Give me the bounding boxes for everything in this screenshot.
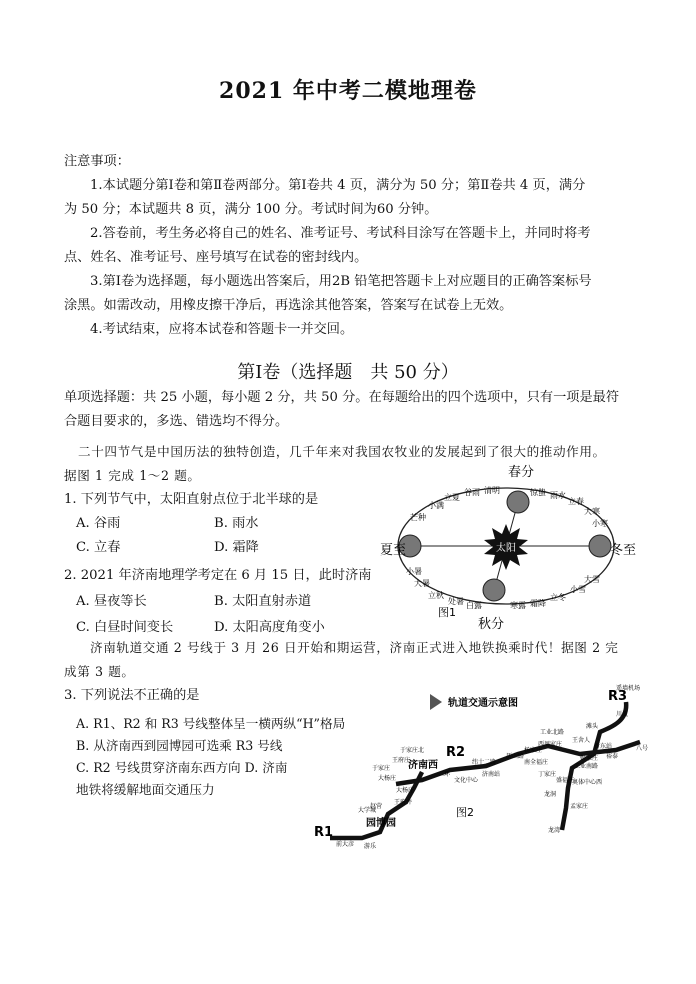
term: 立秋	[428, 591, 444, 600]
station: 历山路	[506, 753, 525, 760]
notice-line: 2.答卷前，考生务必将自己的姓名、准考证号、考试科目涂写在答题卡上，并同时将考	[90, 226, 591, 241]
figure-2-metro-map	[310, 684, 650, 850]
question-stem: 3. 下列说法不正确的是	[64, 688, 200, 703]
sun-label: 太阳	[496, 543, 516, 554]
term-dongzhi: 冬至	[610, 543, 637, 558]
option: D. 霜降	[214, 540, 259, 555]
figure-caption: 图1	[438, 606, 456, 619]
term: 立春	[568, 497, 584, 506]
option: D. 太阳高度角变小	[214, 620, 325, 635]
term-xiazhi: 夏至	[380, 543, 407, 558]
term: 立冬	[550, 593, 566, 602]
term: 大暑	[414, 579, 430, 588]
notice-line: 3.第Ⅰ卷为选择题，每小题选出答案后，用2B 铅笔把答题卡上对应题目的正确答案标号	[90, 274, 592, 289]
station: 王府庄	[392, 757, 411, 764]
line-label-r2: R2	[446, 745, 466, 760]
earth-chunfen-icon	[507, 491, 529, 513]
option: A. 昼夜等长	[76, 594, 147, 609]
page-title: 2021 年中考二模地理卷	[219, 78, 477, 104]
notice-line: 点、姓名、准考证号、座号填写在试卷的密封线内。	[64, 250, 368, 265]
term: 大雪	[584, 575, 600, 584]
station: 工业南路	[574, 763, 599, 770]
option: B. 太阳直射赤道	[214, 594, 312, 609]
header-arrow-icon	[430, 694, 442, 710]
station: 济南站	[482, 771, 501, 778]
question-stem: 1. 下列节气中，太阳直射点位于北半球的是	[64, 492, 319, 507]
term: 惊蛰	[530, 488, 546, 497]
station: 于家庄	[372, 765, 391, 772]
station: 大杨庄	[378, 775, 397, 782]
figure-1-solar-terms	[378, 462, 640, 634]
station-yuanboyuan: 园博园	[366, 818, 396, 829]
station: 工业北路	[540, 729, 565, 736]
intro-line: 据图 1 完成 1～2 题。	[64, 468, 201, 483]
option: A. 谷雨	[76, 516, 121, 531]
station: 滩头	[586, 723, 599, 730]
notice-heading: 注意事项：	[64, 154, 130, 169]
station: 纬十二路	[472, 759, 497, 766]
term: 小寒	[592, 519, 608, 528]
station: 姬家庄	[580, 755, 599, 762]
station: 川流	[616, 711, 629, 718]
station: 遥墙机场	[616, 685, 641, 692]
term: 处暑	[448, 597, 464, 606]
station: 赵营	[370, 803, 383, 810]
intro-line: 济南轨道交通 2 号线于 3 月 26 日开始和期运营，济南正式进入地铁换乘时代！据图 2 完	[90, 640, 619, 655]
station: 丁家庄	[538, 771, 557, 778]
term: 谷雨	[464, 488, 480, 497]
station: 孟家庄	[570, 803, 589, 810]
figure-caption: 图2	[456, 806, 474, 819]
line-label-r1: R1	[314, 825, 334, 840]
station: 王府井	[394, 799, 413, 806]
term: 立夏	[444, 493, 460, 502]
station: 龙洞	[544, 791, 557, 798]
option: C. 立春	[76, 540, 121, 555]
section-title: 第Ⅰ卷（选择题 共 50 分）	[237, 362, 459, 383]
station: 游乐	[364, 843, 377, 850]
term: 雨水	[550, 491, 566, 500]
station: 南全福庄	[524, 759, 549, 766]
option: C. R2 号线贯穿济南东西方向 D. 济南	[76, 760, 288, 775]
option: C. 白昼时间变长	[76, 620, 174, 635]
notice-line: 涂黑。如需改动，用橡皮擦干净后，再选涂其他答案，答案写在试卷上无效。	[64, 298, 513, 313]
station: 杨家庄	[524, 747, 543, 754]
intro-line: 二十四节气是中国历法的独特创造，几千年来对我国农牧业的发展起到了很大的推动作用。	[78, 444, 606, 459]
station: 大学城	[358, 807, 377, 814]
term-qiufen: 秋分	[478, 617, 505, 632]
instruction-line: 合题目要求的，多选、错选均不得分。	[64, 414, 289, 429]
station: 八号	[636, 745, 649, 752]
term: 小满	[428, 501, 444, 510]
station: 裕泰	[606, 753, 619, 760]
option: B. 雨水	[214, 516, 259, 531]
station: 龙湾	[548, 827, 561, 834]
term: 芒种	[410, 513, 426, 522]
option: A. R1、R2 和 R3 号线整体呈一横两纵“H”格局	[76, 716, 346, 731]
map-header: 轨道交通示意图	[448, 698, 518, 709]
term: 寒露	[510, 601, 526, 610]
station: 西周家庄	[538, 741, 563, 748]
notice-line: 为 50 分；本试题共 8 页，满分 100 分。考试时间为60 分钟。	[64, 202, 438, 217]
instruction-line: 单项选择题：共 25 小题，每小题 2 分，共 50 分。在每题给出的四个选项中，只有一项是最符	[64, 390, 620, 405]
station: 王舍人	[572, 737, 591, 744]
earth-dongzhi-icon	[589, 535, 611, 557]
question-stem: 2. 2021 年济南地理学考定在 6 月 15 日，此时济南	[64, 568, 372, 583]
option: 地铁将缓解地面交通压力	[76, 782, 215, 797]
term: 小暑	[406, 567, 422, 576]
notice-line: 4.考试结束，应将本试卷和答题卡一并交回。	[90, 322, 354, 337]
term: 小雪	[570, 585, 586, 594]
term: 霜降	[530, 599, 546, 608]
station: 前大彦	[336, 841, 355, 848]
term: 清明	[484, 486, 500, 495]
term: 白露	[466, 601, 482, 610]
line-label-r3: R3	[608, 689, 628, 704]
notice-line: 1.本试题分第Ⅰ卷和第Ⅱ卷两部分。第Ⅰ卷共 4 页，满分为 50 分；第Ⅱ卷共 4 页，满分	[90, 178, 586, 193]
station: 盛福庄	[556, 777, 575, 784]
station: 大杨庄	[396, 787, 415, 794]
station: 新东站	[594, 743, 613, 750]
station: 二环	[438, 771, 451, 778]
intro-line: 成第 3 题。	[64, 664, 135, 679]
term-chunfen: 春分	[508, 465, 535, 480]
term: 大寒	[584, 507, 600, 516]
station: 于家庄北	[400, 747, 425, 754]
earth-qiufen-icon	[483, 579, 505, 601]
station-jinanxi: 济南西	[408, 760, 438, 771]
option: B. 从济南西到园博园可选乘 R3 号线	[76, 738, 283, 753]
station: 文化中心	[454, 777, 479, 784]
station: 奥体中心西	[572, 779, 603, 786]
